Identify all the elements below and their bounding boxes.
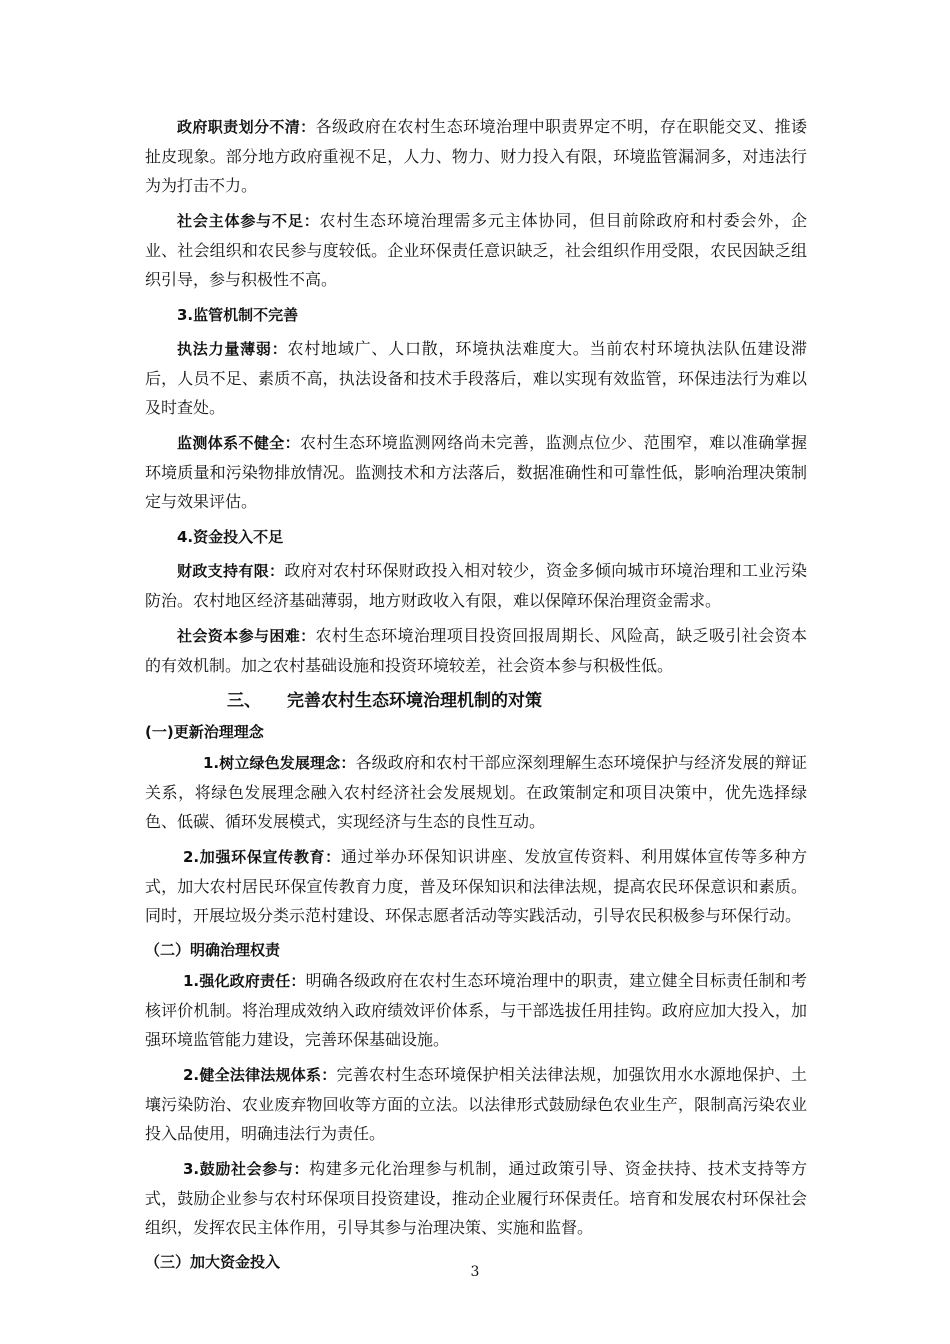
section-heading-3: （三）加大资金投入 bbox=[145, 1253, 281, 1271]
item-text: 各级政府和农村干部应深刻理解生态环境保护与经济发展的辩证关系，将绿色发展理念融入农村经济社会发展规划。在政策制定和项目决策中，优先选择绿色、低碳、循环发展模式，实现经济与生态的良性互动。 bbox=[145, 753, 807, 831]
subheading-4: 4.资金投入不足 bbox=[177, 528, 284, 546]
item-government-responsibility bbox=[145, 966, 807, 1054]
item-label: 2.健全法律法规体系： bbox=[183, 1066, 337, 1084]
section-heading-2: （二）明确治理权责 bbox=[145, 941, 281, 959]
paragraph-monitoring bbox=[145, 428, 807, 516]
item-green-development bbox=[145, 748, 807, 836]
paragraph-text: 政府对农村环保财政投入相对较少，资金多倾向城市环境治理和工业污染防治。农村地区经济基础薄弱，地方财政收入有限，难以保障环保治理资金需求。 bbox=[145, 561, 807, 610]
item-text: 完善农村生态环境保护相关法律法规，加强饮用水水源地保护、土壤污染防治、农业废弃物回收等方面的立法。以法律形式鼓励绿色农业生产，限制高污染农业投入品使用，明确违法行为责任。 bbox=[145, 1065, 807, 1143]
chapter-heading bbox=[145, 686, 807, 716]
page-content bbox=[145, 112, 807, 1278]
item-social-participation bbox=[145, 1154, 807, 1242]
paragraph-label: 财政支持有限： bbox=[177, 562, 285, 580]
chapter-number: 三、 bbox=[227, 691, 261, 711]
paragraph-text: 农村生态环境治理项目投资回报周期长、风险高，缺乏吸引社会资本的有效机制。加之农村基础设施和投资环境较差，社会资本参与积极性低。 bbox=[145, 626, 807, 675]
paragraph-fiscal bbox=[145, 556, 807, 615]
paragraph-text: 农村地域广、人口散，环境执法难度大。当前农村环境执法队伍建设滞后，人员不足、素质不高，执法设备和技术手段落后，难以实现有效监管，环保违法行为难以及时查处。 bbox=[145, 339, 807, 417]
paragraph-label: 社会主体参与不足： bbox=[177, 212, 320, 230]
paragraph-text: 农村生态环境监测网络尚未完善，监测点位少、范围窄，难以准确掌握环境质量和污染物排放情况。监测技术和方法落后，数据准确性和可靠性低，影响治理决策制定与效果评估。 bbox=[145, 433, 807, 511]
paragraph-text: 农村生态环境治理需多元主体协同，但目前除政府和村委会外，企业、社会组织和农民参与度较低。企业环保责任意识缺乏，社会组织作用受限，农民因缺乏组织引导，参与积极性不高。 bbox=[145, 211, 807, 289]
item-label: 1.树立绿色发展理念： bbox=[203, 754, 356, 772]
paragraph-text: 各级政府在农村生态环境治理中职责界定不明，存在职能交叉、推诿扯皮现象。部分地方政府重视不足，人力、物力、财力投入有限，环境监管漏洞多，对违法行为为打击不力。 bbox=[145, 117, 807, 195]
paragraph-label: 监测体系不健全： bbox=[177, 434, 300, 452]
item-environmental-education bbox=[145, 842, 807, 930]
paragraph-label: 政府职责划分不清： bbox=[177, 118, 316, 136]
item-label: 2.加强环保宣传教育： bbox=[183, 848, 341, 866]
paragraph-social-participation bbox=[145, 206, 807, 294]
page-number: 3 bbox=[470, 1264, 480, 1280]
paragraph-social-capital bbox=[145, 621, 807, 680]
chapter-title: 完善农村生态环境治理机制的对策 bbox=[287, 691, 542, 711]
paragraph-label: 执法力量薄弱： bbox=[177, 340, 288, 358]
paragraph-gov-duty bbox=[145, 112, 807, 200]
paragraph-label: 社会资本参与困难： bbox=[177, 627, 316, 645]
paragraph-enforcement bbox=[145, 334, 807, 422]
item-text: 通过举办环保知识讲座、发放宣传资料、利用媒体宣传等多种方式，加大农村居民环保宣传教育力度，普及环保知识和法律法规，提高农民环保意识和素质。同时，开展垃圾分类示范村建设、环保志愿者活动等实践活动，引导农民积极参与环保行动。 bbox=[145, 847, 807, 925]
item-text: 构建多元化治理参与机制，通过政策引导、资金扶持、技术支持等方式，鼓励企业参与农村环保项目投资建设，推动企业履行环保责任。培育和发展农村环保社会组织，发挥农民主体作用，引导其参与治理决策、实施和监督。 bbox=[145, 1159, 807, 1237]
item-label: 3.鼓励社会参与： bbox=[183, 1160, 310, 1178]
subheading-3: 3.监管机制不完善 bbox=[177, 306, 299, 324]
item-legal-system bbox=[145, 1060, 807, 1148]
item-text: 明确各级政府在农村生态环境治理中的职责，建立健全目标责任制和考核评价机制。将治理成效纳入政府绩效评价体系，与干部选拔任用挂钩。政府应加大投入，加强环境监管能力建设，完善环保基础设施。 bbox=[145, 971, 807, 1049]
section-heading-1: (一)更新治理理念 bbox=[145, 723, 264, 741]
item-label: 1.强化政府责任： bbox=[183, 972, 306, 990]
